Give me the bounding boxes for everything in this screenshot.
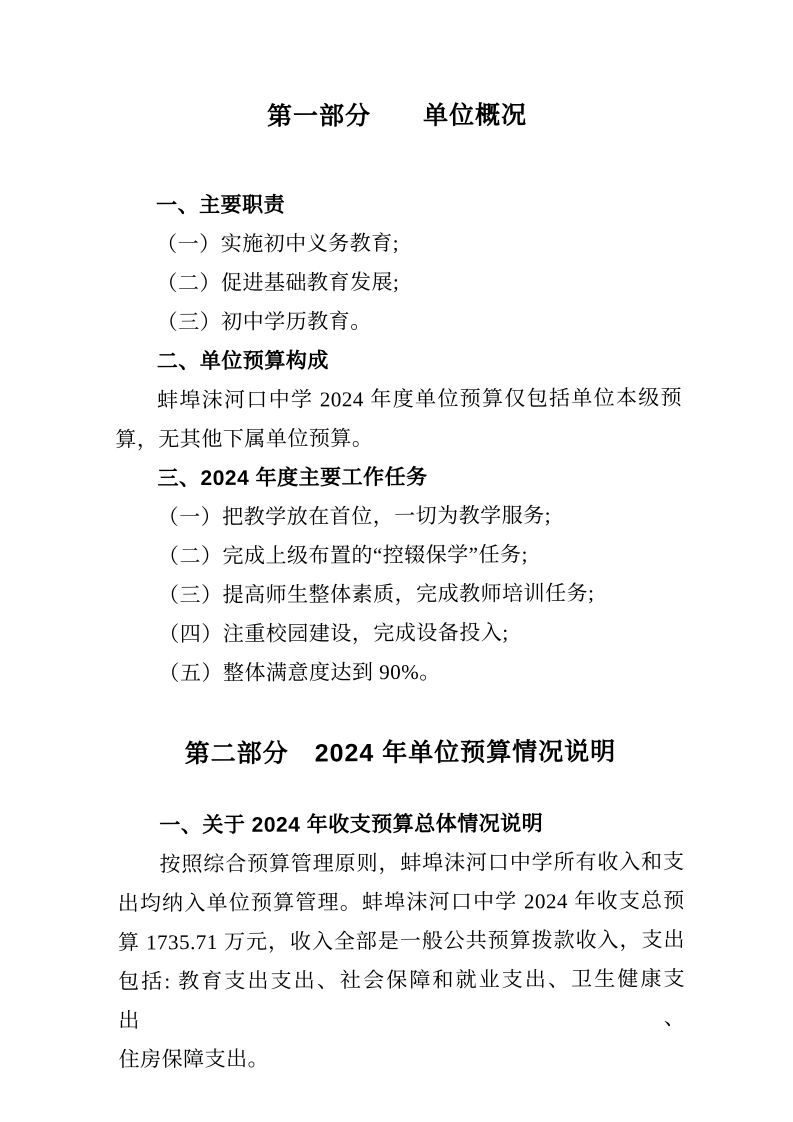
- list-item: （五）整体满意度达到 90%。: [158, 659, 441, 686]
- list-item: （二）促进基础教育发展;: [156, 269, 400, 296]
- list-item: （一）实施初中义务教育;: [156, 230, 400, 257]
- part1-section1-heading: 一、主要职责: [156, 193, 286, 218]
- list-item: （三）提高师生整体素质，完成教师培训任务;: [158, 580, 595, 608]
- part1-section2-heading: 二、单位预算构成: [156, 349, 329, 374]
- paragraph-line: 蚌埠沫河口中学 2024 年度单位预算仅包括单位本级预: [157, 385, 683, 413]
- list-item: （四）注重校园建设，完成设备投入;: [158, 620, 509, 647]
- list-item: （三）初中学历教育。: [156, 309, 372, 335]
- paragraph-line: 住房保障支出。: [118, 1046, 270, 1072]
- paragraph-line: 算 1735.71 万元，收入全部是一般公共预算拨款收入，支出: [117, 927, 685, 955]
- paragraph-line: 按照综合预算管理原则，蚌埠沫河口中学所有收入和支: [159, 849, 685, 877]
- paragraph-line: 出均纳入单位预算管理。蚌埠沫河口中学 2024 年收支总预: [117, 888, 685, 916]
- paragraph-line: 算，无其他下属单位预算。: [115, 426, 374, 452]
- part2-section1-heading: 一、关于 2024 年收支预算总体情况说明: [159, 812, 544, 838]
- part2-title: 第二部分 2024 年单位预算情况说明: [184, 737, 617, 769]
- list-item: （二）完成上级布置的“控辍保学”任务;: [157, 542, 528, 569]
- list-item: （一）把教学放在首位，一切为教学服务;: [157, 503, 552, 530]
- part1-section3-heading: 三、2024 年度主要工作任务: [157, 465, 428, 491]
- paragraph-line: 包括: 教育支出支出、社会保障和就业支出、卫生健康支出、: [118, 966, 686, 1033]
- part1-title: 第一部分 单位概况: [267, 101, 528, 131]
